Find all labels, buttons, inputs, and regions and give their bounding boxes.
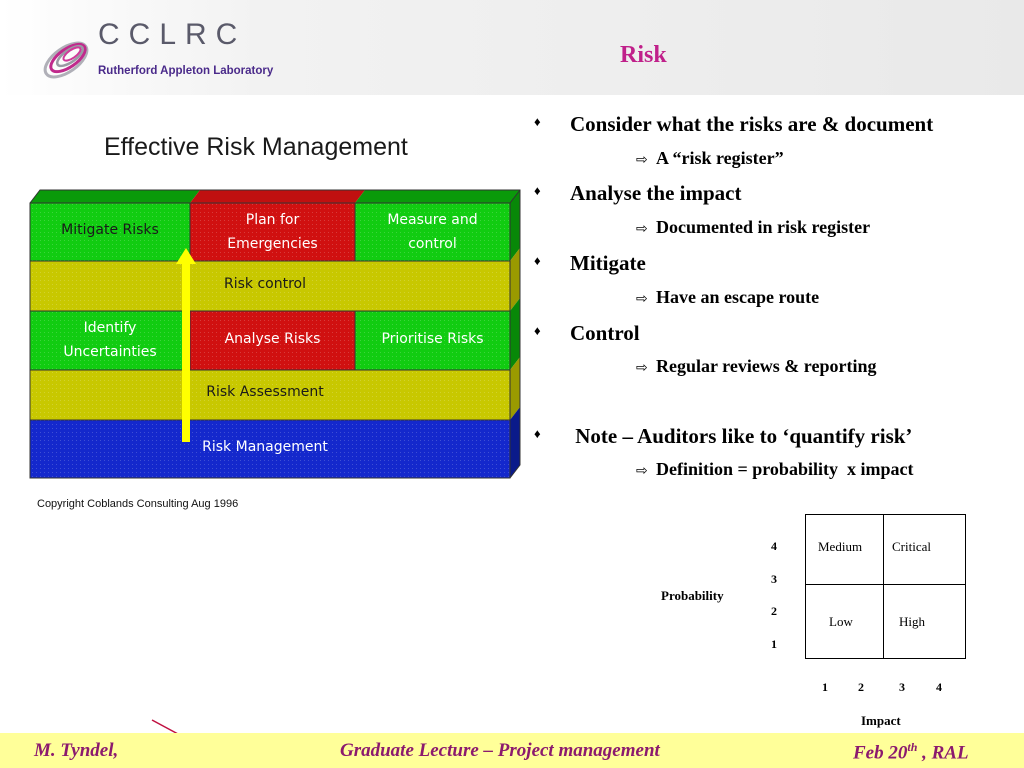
bullet-text: Analyse the impact — [570, 181, 742, 205]
sub-bullet-item — [636, 459, 913, 480]
sub-bullet-item — [636, 287, 819, 308]
label-identify-line2: Uncertainties — [63, 344, 157, 360]
x-tick: 2 — [858, 680, 864, 694]
label-identify-line1: Identify — [83, 320, 137, 336]
label-plan-for-emergencies — [190, 208, 355, 256]
label-risk-assessment: Risk Assessment — [206, 384, 324, 400]
diamond-bullet-icon: ♦ — [534, 426, 541, 441]
matrix-cell-high: High — [899, 614, 925, 629]
diagram-copyright: Copyright Coblands Consulting Aug 1996 — [37, 498, 239, 510]
arrow-right-icon: ⇨ — [636, 463, 648, 479]
arrow-right-icon: ⇨ — [636, 360, 648, 376]
x-tick: 1 — [822, 680, 828, 694]
y-tick: 4 — [771, 539, 777, 553]
sub-bullet-text: Have an escape route — [656, 287, 820, 307]
label-risk-management: Risk Management — [202, 439, 328, 455]
footer-date-prefix: Feb 20 — [853, 742, 908, 764]
y-tick: 3 — [771, 572, 777, 586]
slide-title: Risk — [620, 42, 667, 68]
x-tick: 3 — [899, 680, 905, 694]
sub-bullet-text: A “risk register” — [656, 148, 784, 168]
label-measure-line1: Measure and — [387, 212, 478, 228]
arrow-right-icon: ⇨ — [636, 152, 648, 168]
bullet-text: Control — [570, 321, 640, 345]
cclrc-logo — [36, 14, 286, 88]
label-measure-and-control — [355, 208, 510, 256]
matrix-cell-medium: Medium — [818, 539, 863, 554]
logo-subtitle: Rutherford Appleton Laboratory — [98, 65, 274, 77]
diamond-bullet-icon: ♦ — [534, 183, 541, 198]
diamond-bullet-icon: ♦ — [534, 323, 541, 338]
sub-bullet-item — [636, 217, 870, 238]
arrow-right-icon: ⇨ — [636, 291, 648, 307]
logo-name: CCLRC — [98, 18, 247, 51]
risk-matrix-grid — [805, 514, 966, 659]
bullet-text: Mitigate — [570, 251, 646, 275]
swirl-logo-icon — [36, 14, 96, 88]
y-tick: 2 — [771, 604, 777, 618]
matrix-divider-horizontal — [805, 584, 966, 585]
footer-course: Graduate Lecture – Project management — [340, 740, 660, 761]
diagram-title: Effective Risk Management — [104, 133, 408, 161]
matrix-cell-critical: Critical — [892, 539, 931, 554]
diamond-bullet-icon: ♦ — [534, 253, 541, 268]
slide-header — [0, 0, 1024, 95]
matrix-divider-vertical — [883, 514, 884, 659]
label-analyse-risks: Analyse Risks — [224, 331, 321, 347]
risk-management-diagram — [20, 180, 530, 485]
label-measure-line2: control — [408, 236, 457, 252]
footer-date-suffix: , RAL — [917, 742, 969, 764]
label-plan-line2: Emergencies — [227, 236, 318, 252]
label-plan-line1: Plan for — [245, 212, 300, 228]
label-mitigate-risks: Mitigate Risks — [61, 222, 159, 238]
x-tick: 4 — [936, 680, 942, 694]
label-prioritise-risks: Prioritise Risks — [381, 331, 484, 347]
diamond-bullet-icon: ♦ — [534, 114, 541, 129]
matrix-y-label: Probability — [661, 588, 724, 603]
bullet-text: Consider what the risks are & document — [570, 112, 934, 136]
top-face-green-left — [30, 190, 200, 203]
top-face-green-right — [355, 190, 520, 203]
sub-bullet-text: Definition = probability x impact — [656, 459, 914, 479]
label-identify-uncertainties — [30, 316, 190, 364]
arrow-right-icon: ⇨ — [636, 221, 648, 237]
sub-bullet-text: Documented in risk register — [656, 217, 871, 237]
matrix-cell-low: Low — [829, 614, 853, 629]
slide-footer — [0, 733, 1024, 768]
sub-bullet-item — [636, 356, 876, 377]
top-face-red — [190, 190, 365, 203]
matrix-x-label: Impact — [861, 713, 901, 728]
sub-bullet-item — [636, 148, 784, 169]
label-risk-control: Risk control — [224, 276, 306, 292]
sub-bullet-text: Regular reviews & reporting — [656, 356, 877, 376]
footer-author: M. Tyndel, — [34, 740, 119, 761]
bullet-text: Note – Auditors like to ‘quantify risk’ — [570, 424, 913, 448]
footer-date — [853, 740, 969, 764]
y-tick: 1 — [771, 637, 777, 651]
footer-date-sup: th — [907, 740, 918, 754]
